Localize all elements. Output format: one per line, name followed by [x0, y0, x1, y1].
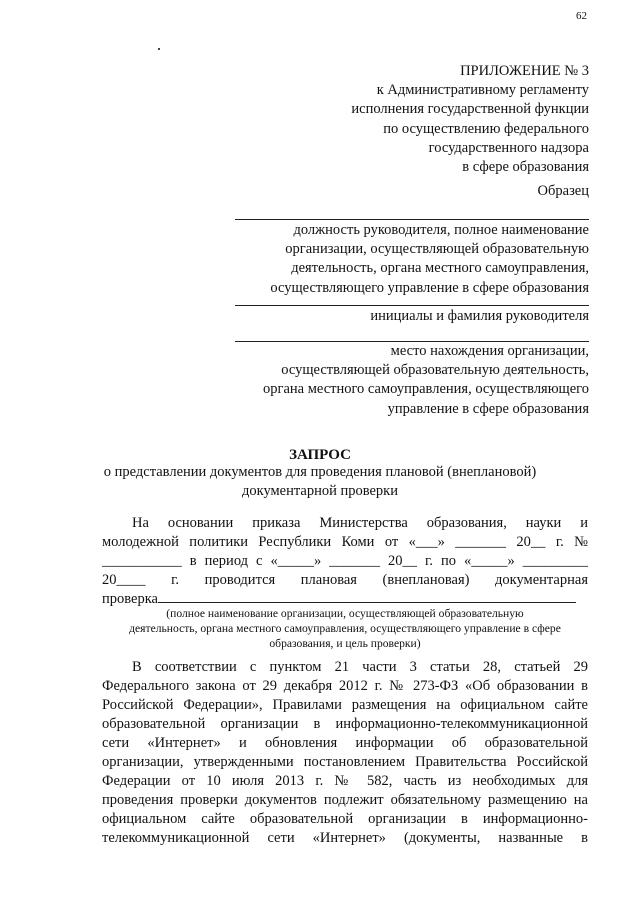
document-title: ЗАПРОС	[289, 447, 351, 463]
paragraph-1-line: На основании приказа Министерства образования, науки и	[132, 515, 588, 531]
position-caption	[270, 221, 589, 298]
appendix-line: по осуществлению федерального	[383, 120, 589, 137]
caption-line: организации, осуществляющей образовательную	[285, 241, 589, 258]
addressee-position-line	[235, 219, 589, 220]
caption-line: образования, и цель проверки)	[269, 637, 421, 650]
name-caption: инициалы и фамилия руководителя	[370, 308, 589, 324]
paragraph-1-line: ___________ в период с «_____» _______ 20__ г. по «_____» _________	[102, 553, 588, 569]
paragraph-2-line: В соответствии с пунктом 21 части 3 статьи 28, статьей 29	[132, 659, 588, 675]
paragraph-1-line: 20____ г. проводится плановая (внеплановая) документарная	[102, 572, 588, 588]
caption-line: управление в сфере образования	[387, 400, 589, 417]
subtitle-line: документарной проверки	[241, 483, 398, 499]
caption-line: органа местного самоуправления, осуществляющего	[263, 381, 589, 398]
page-number: 62	[576, 10, 587, 22]
paragraph-2-line: сети «Интернет» и обновления информации об образовательной	[102, 735, 588, 751]
appendix-line: ПРИЛОЖЕНИЕ № 3	[460, 63, 589, 79]
paragraph-2-line: официальном сайте образовательной организации в информационно-	[102, 811, 588, 827]
paragraph-2-line: проведения проверки документов подлежит обязательному размещению на	[102, 792, 588, 808]
paragraph-2-line: образовательной организации в информационно-телекоммуникационной	[102, 716, 588, 732]
sample-label: Образец	[537, 183, 589, 199]
caption-line: деятельность, органа местного самоуправления,	[291, 260, 589, 277]
addressee-name-line	[235, 305, 589, 306]
organization-caption	[102, 606, 588, 651]
paragraph-2-line: Федерации от 10 июля 2013 г. № 582, часть из необходимых для	[102, 773, 588, 789]
appendix-header	[351, 62, 589, 177]
location-caption	[263, 342, 589, 419]
inspection-label: проверка	[102, 591, 158, 607]
caption-line: (полное наименование организации, осуществляющей образовательную	[166, 607, 524, 620]
paragraph-2-line: Федерального закона от 29 декабря 2012 г. № 273-ФЗ «Об образовании в	[102, 678, 588, 694]
caption-line: должность руководителя, полное наименование	[293, 222, 589, 238]
subtitle-line: о представлении документов для проведения плановой (внеплановой)	[103, 464, 537, 480]
caption-line: осуществляющего управление в сфере образования	[270, 279, 589, 296]
paragraph-1-line: молодежной политики Республики Коми от «___» _______ 20__ г. №	[102, 534, 588, 550]
scan-speck	[158, 48, 160, 50]
appendix-line: государственного надзора	[428, 139, 589, 156]
caption-line: деятельность, органа местного самоуправления, осуществляющего управление в сфере	[129, 622, 561, 635]
caption-line: место нахождения организации,	[390, 343, 589, 359]
paragraph-2-line: Российской Федерации», Правилами размещения на официальном сайте	[102, 697, 588, 713]
organization-blank	[158, 590, 576, 603]
appendix-line: к Административному регламенту	[376, 82, 589, 99]
appendix-line: в сфере образования	[462, 159, 589, 176]
appendix-line: исполнения государственной функции	[351, 101, 589, 118]
caption-line: осуществляющей образовательную деятельность,	[281, 362, 589, 379]
document-subtitle	[60, 463, 580, 501]
paragraph-2-line: телекоммуникационной сети «Интернет» (документы, названные в	[102, 830, 588, 846]
paragraph-2-line: организации, утвержденными постановлением Правительства Российской	[102, 754, 588, 770]
